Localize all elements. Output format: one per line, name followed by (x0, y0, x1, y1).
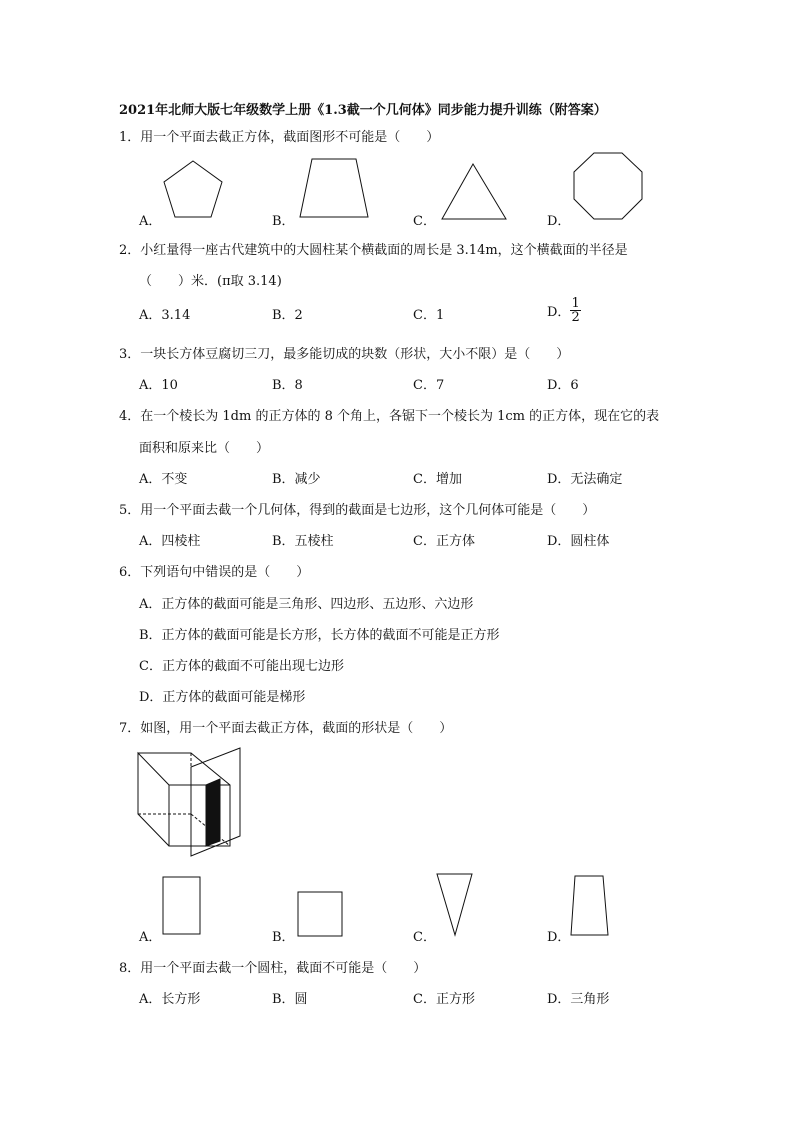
q1-option-a: A． (139, 214, 162, 229)
q6-option-b: B．正方体的截面可能是长方形，长方体的截面不可能是正方形 (139, 628, 500, 643)
q5-option-a: A．四棱柱 (139, 534, 201, 549)
q8-option-a: A．长方形 (139, 992, 201, 1007)
question-2-stem: 2．小红量得一座古代建筑中的大圆柱某个横截面的周长是 3.14m，这个横截面的半径是 (119, 243, 628, 258)
q7-option-b: B． (272, 930, 295, 945)
octagon-icon (570, 150, 646, 222)
q2-option-b: B．2 (272, 308, 303, 323)
q4-option-c: C．增加 (413, 472, 462, 487)
question-1-stem: 1．用一个平面去截正方体，截面图形不可能是（ ） (119, 130, 440, 145)
q5-option-d: D．圆柱体 (547, 534, 610, 549)
q8-option-d: D．三角形 (547, 992, 610, 1007)
q8-option-c: C．正方形 (413, 992, 475, 1007)
q1-option-c: C． (413, 214, 436, 229)
question-8-stem: 8．用一个平面去截一个圆柱，截面不可能是（ ） (119, 961, 427, 976)
q1-option-b: B． (272, 214, 295, 229)
q2-option-d-label: D． (547, 305, 571, 320)
q2-option-a: A．3.14 (139, 308, 191, 323)
q7-option-d: D． (547, 930, 571, 945)
q7-option-c: C． (413, 930, 436, 945)
q3-option-b: B．8 (272, 378, 303, 393)
q3-option-d: D．6 (547, 378, 579, 393)
q5-option-b: B．五棱柱 (272, 534, 334, 549)
question-4-stem: 4．在一个棱长为 1dm 的正方体的 8 个角上，各锯下一个棱长为 1cm 的正方体，现在它的表 (119, 409, 660, 424)
question-3-stem: 3．一块长方体豆腐切三刀，最多能切成的块数（形状，大小不限）是（ ） (119, 347, 570, 362)
square-icon (295, 889, 345, 937)
inverted-triangle-icon (434, 871, 476, 938)
fraction-one-half (570, 297, 580, 324)
q4-option-b: B．减少 (272, 472, 321, 487)
trapezoid-icon (298, 156, 372, 220)
q3-option-c: C．7 (413, 378, 445, 393)
q4-option-a: A．不变 (139, 472, 188, 487)
question-6-stem: 6．下列语句中错误的是（ ） (119, 565, 310, 580)
q1-option-d: D． (547, 214, 571, 229)
question-5-stem: 5．用一个平面去截一个几何体，得到的截面是七边形，这个几何体可能是（ ） (119, 503, 596, 518)
question-2-stem-cont: （ ）米．(π取 3.14) (139, 274, 282, 289)
q6-option-d: D．正方体的截面可能是梯形 (139, 690, 306, 705)
q3-option-a: A．10 (139, 378, 178, 393)
pentagon-icon (160, 158, 226, 222)
trapezoid-icon (568, 873, 612, 939)
question-7-stem: 7．如图，用一个平面去截正方体，截面的形状是（ ） (119, 721, 453, 736)
tall-rectangle-icon (160, 874, 204, 938)
triangle-icon (440, 161, 508, 221)
q2-option-c: C．1 (413, 308, 445, 323)
page-title: 2021年北师大版七年级数学上册《1.3截一个几何体》同步能力提升训练（附答案） (119, 103, 607, 118)
q6-option-c: C．正方体的截面不可能出现七边形 (139, 659, 344, 674)
cube-section-figure (130, 745, 250, 857)
question-4-stem-cont: 面积和原来比（ ） (139, 441, 270, 456)
fraction-denominator: 2 (571, 310, 580, 325)
q5-option-c: C．正方体 (413, 534, 475, 549)
q7-option-a: A． (139, 930, 162, 945)
q8-option-b: B．圆 (272, 992, 308, 1007)
q6-option-a: A．正方体的截面可能是三角形、四边形、五边形、六边形 (139, 597, 474, 612)
q4-option-d: D．无法确定 (547, 472, 623, 487)
fraction-numerator: 1 (571, 296, 580, 311)
q2-option-d (547, 297, 581, 324)
